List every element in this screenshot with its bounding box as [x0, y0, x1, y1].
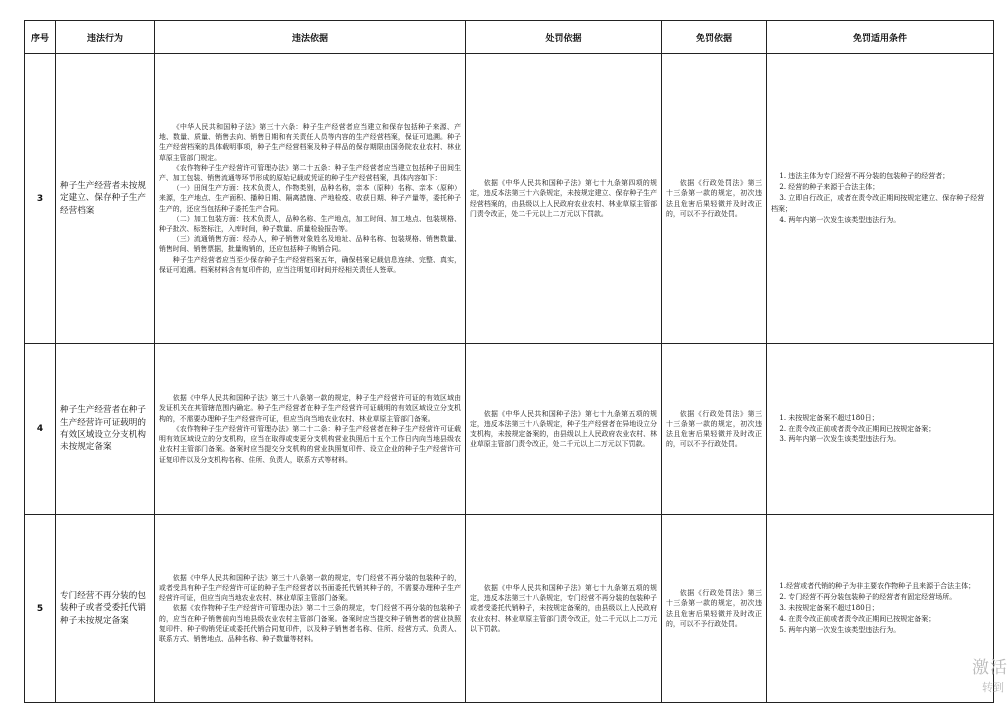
penalty-text: 依据《中华人民共和国种子法》第七十九条第四项的规定，违反本法第三十六条规定，未按规定建立、保存种子生产经营档案的，由县级以上人民政府农业农村、林业草原主管部门责令改正，处二千元以上二万元以下罚款。 — [470, 179, 657, 218]
header-violation-basis: 违法依据 — [155, 21, 466, 54]
activation-watermark — [954, 647, 1008, 707]
condition-item: 2. 经营的种子来源于合法主体； — [779, 183, 880, 192]
table-row — [25, 54, 994, 344]
header-exemption-basis: 免罚依据 — [662, 21, 767, 54]
exemption-conditions-cell — [767, 344, 994, 515]
basis-paragraph: 《农作物种子生产经营许可管理办法》第二十五条：种子生产经营者应当建立包括种子田间生产、加工包装、销售流通等环节形成的原始记载或凭证的种子生产经营档案，具体内容如下： — [159, 163, 461, 182]
basis-paragraph: 《中华人民共和国种子法》第三十六条：种子生产经营者应当建立和保存包括种子来源、产地、数量、质量、销售去向、销售日期和有关责任人员等内容的生产经营档案，保证可追溯。种子生产经营档案的具体载明事项，种子生产经营档案及种子样品的保存期限由国务院农业农村、林业草原主管部门规定。 — [159, 122, 461, 162]
violation-cell: 种子生产经营者未按规定建立、保存种子生产经营档案 — [56, 54, 155, 344]
watermark-line-2: 转到 — [982, 681, 1004, 694]
basis-paragraph: （一）田间生产方面：技术负责人，作物类别，品种名称，亲本（原种）名称、亲本（原种）来源，生产地点、生产面积、播种日期、隔离措施、产地检疫、收获日期、种子产量等，委托种子生产的，还应当包括种子委托生产合同。 — [159, 184, 461, 213]
header-exemption-conditions: 免罚适用条件 — [767, 21, 994, 54]
exemption-conditions-cell — [767, 54, 994, 344]
condition-item: 2. 专门经营不再分装包装种子的经营者有固定经营场所。 — [779, 593, 957, 602]
violation-basis-cell — [155, 54, 466, 344]
watermark-line-1: 激活 — [972, 658, 1008, 678]
row-seq: 5 — [25, 515, 56, 703]
basis-paragraph: 《农作物种子生产经营许可管理办法》第二十二条：种子生产经营者在种子生产经营许可证载明有效区域设立的分支机构，应当在取得或变更分支机构营业执照后十五个工作日内向当地县级农业农村主管部门备案。备案时应当提交分支机构的营业执照复印件、设立企业的种子生产经营许可证复印件以及分支机构名称、住所、负责人，联系方式等材料。 — [159, 424, 461, 464]
violation-basis-cell — [155, 344, 466, 515]
header-seq: 序号 — [25, 21, 56, 54]
penalty-text: 依据《中华人民共和国种子法》第七十九条第五项的规定，违反本法第三十八条规定，种子生产经营者在异地设立分支机构，未按规定备案的，由县级以上人民政府农业农村、林业草原主管部门责令改正，处二千元以上二万元以下罚款。 — [470, 409, 657, 449]
table-row — [25, 344, 994, 515]
condition-item: 4. 两年内第一次发生该类型违法行为。 — [779, 215, 901, 224]
row-seq: 3 — [25, 54, 56, 344]
exemption-text: 依据《行政处罚法》第三十三条第一款的规定，初次违法且危害后果轻微并及时改正的，可以不予行政处罚。 — [666, 179, 762, 218]
condition-item: 3. 未按规定备案不超过180日； — [779, 604, 879, 613]
violation-cell: 种子生产经营者在种子生产经营许可证载明的有效区域设立分支机构未按规定备案 — [56, 344, 155, 515]
penalty-basis-cell — [466, 344, 662, 515]
exemption-basis-cell — [662, 54, 767, 344]
condition-item: 2. 在责令改正前或者责令改正期间已按规定备案； — [779, 424, 936, 433]
penalty-text: 依据《中华人民共和国种子法》第七十九条第五项的规定，违反本法第三十八条规定，专门经营不再分装的包装种子或者受委托代销种子，未按规定备案的，由县级以上人民政府农业农村、林业草原主管部门责令改正，处二千元以上二万元以下罚款。 — [470, 583, 657, 633]
penalty-basis-cell — [466, 54, 662, 344]
regulation-table — [24, 20, 994, 703]
condition-item: 3. 两年内第一次发生该类型违法行为。 — [779, 435, 901, 444]
table-row — [25, 515, 994, 703]
table-header-row — [25, 21, 994, 54]
header-penalty-basis: 处罚依据 — [466, 21, 662, 54]
basis-paragraph: 依据《中华人民共和国种子法》第三十八条第一款的规定，种子生产经营许可证的有效区域由发证机关在其管辖范围内确定。种子生产经营者在种子生产经营许可证载明的有效区域设立分支机构的，不需要办理种子生产经营许可证，但应当向当地农业农村、林业草原主管部门备案。 — [159, 394, 461, 423]
condition-item: 1. 未按规定备案不超过180日； — [779, 413, 879, 422]
condition-item: 1.经营或者代销的种子为非主要农作物种子且来源于合法主体； — [779, 582, 976, 591]
violation-basis-cell — [155, 515, 466, 703]
exemption-text: 依据《行政处罚法》第三十三条第一款的规定，初次违法且危害后果轻微并及时改正的，可以不予行政处罚。 — [666, 589, 762, 628]
basis-paragraph: 种子生产经营者应当至少保存种子生产经营档案五年，确保档案记载信息连续、完整、真实，保证可追溯。档案材料含有复印件的，应当注明复印时间并经相关责任人签章。 — [159, 255, 461, 274]
header-violation: 违法行为 — [56, 21, 155, 54]
violation-cell: 专门经营不再分装的包装种子或者受委托代销种子未按规定备案 — [56, 515, 155, 703]
penalty-basis-cell — [466, 515, 662, 703]
exemption-text: 依据《行政处罚法》第三十三条第一款的规定，初次违法且危害后果轻微并及时改正的，可以不予行政处罚。 — [666, 409, 762, 449]
condition-item: 1. 违法主体为专门经营不再分装的包装种子的经营者； — [779, 172, 950, 181]
condition-item: 3. 立即自行改正，或者在责令改正期间按规定建立、保存种子经营档案； — [771, 194, 985, 213]
exemption-basis-cell — [662, 344, 767, 515]
condition-item: 4. 在责令改正前或者责令改正期间已按规定备案； — [779, 614, 936, 623]
row-seq: 4 — [25, 344, 56, 515]
exemption-basis-cell — [662, 515, 767, 703]
basis-paragraph: （三）流通销售方面：经办人，种子销售对象姓名及地址、品种名称、包装规格、销售数量、销售时间、销售票据，批量购销的，还应包括种子购销合同。 — [159, 235, 461, 254]
basis-paragraph: 依据《农作物种子生产经营许可管理办法》第二十三条的规定，专门经营不再分装的包装种子的，应当在种子销售前向当地县级农业农村主管部门备案。备案时应当提交种子销售者的营业执照复印件、种子购销凭证或委托代销合同复印件，以及种子销售者名称、住所、经营方式、负责人、联系方式、销售地点、品种名称、种子数量等材料。 — [159, 604, 461, 644]
condition-item: 5. 两年内第一次发生该类型违法行为。 — [779, 625, 901, 634]
basis-paragraph: （二）加工包装方面：技术负责人，品种名称、生产地点，加工时间、加工地点、包装规格、种子批次、标签标注，入库时间，种子数量、质量检验报告等。 — [159, 214, 461, 234]
basis-paragraph: 依据《中华人民共和国种子法》第三十八条第一款的规定，专门经营不再分装的包装种子的，或者受具有种子生产经营许可证的种子生产经营者以书面委托代销其种子的，不需要办理种子生产经营许可证，但应当向当地农业农村、林业草原主管部门备案。 — [159, 573, 461, 603]
